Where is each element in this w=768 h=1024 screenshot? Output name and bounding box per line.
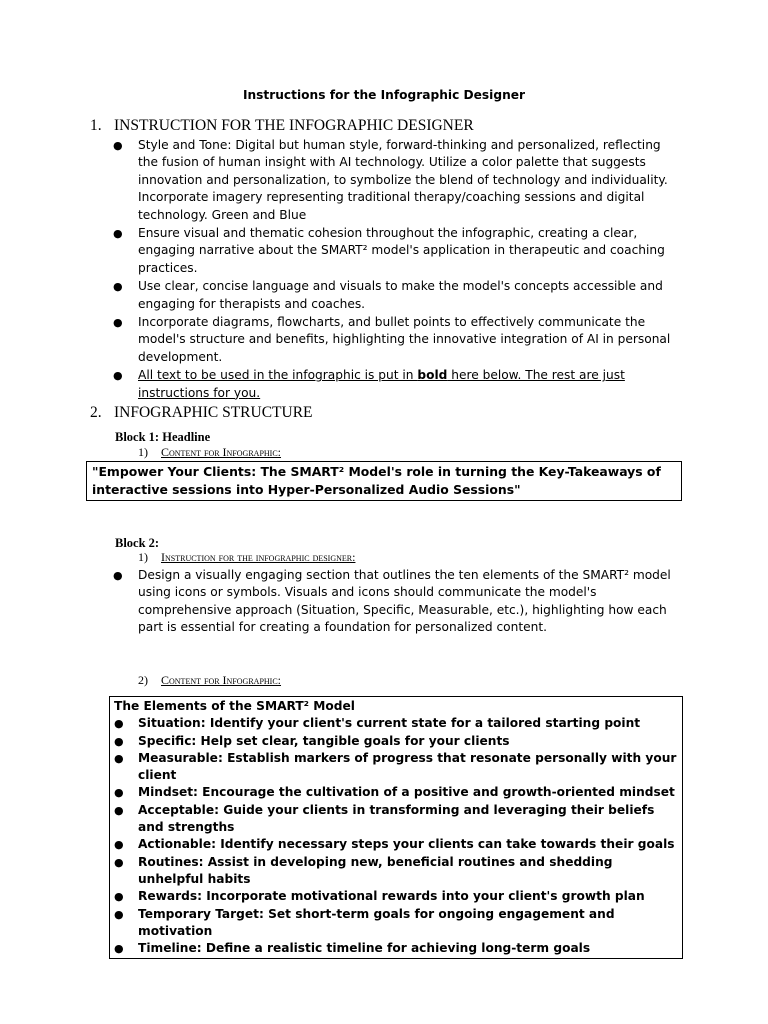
bullet-icon: ● — [114, 734, 124, 748]
element-text: Specific: Help set clear, tangible goals for your clients — [138, 733, 510, 748]
smart-elements-list — [114, 715, 678, 957]
list-item — [113, 314, 683, 366]
list-item — [113, 567, 683, 637]
section-2-heading-text: INFOGRAPHIC STRUCTURE — [114, 404, 313, 421]
list-item-text: Ensure visual and thematic cohesion throughout the infographic, creating a clear, engaging narrative about the SMART² model's application in therapeutic and coaching practices. — [138, 226, 665, 275]
list-item — [114, 906, 678, 941]
list-item — [114, 733, 678, 750]
block-1-sublabel-text: Content for Infographic: — [161, 445, 282, 459]
section-1-heading — [90, 117, 474, 135]
block-2-instruction-sublabel — [138, 550, 355, 565]
element-text: Acceptable: Guide your clients in transforming and leveraging their beliefs and strengths — [138, 802, 655, 835]
section-2-heading — [90, 404, 313, 422]
list-item — [114, 784, 678, 801]
bullet-icon: ● — [114, 942, 124, 956]
list-item — [114, 836, 678, 853]
list-item — [114, 802, 678, 837]
element-text: Routines: Assist in developing new, beneficial routines and shedding unhelpful habits — [138, 854, 613, 886]
section-1-bullet-list — [113, 137, 683, 403]
bullet-icon: ● — [113, 369, 123, 383]
element-text: Timeline: Define a realistic timeline for achieving long-term goals — [138, 941, 591, 956]
list-item — [113, 278, 683, 313]
bullet-icon: ● — [114, 838, 124, 852]
bullet-icon: ● — [114, 717, 124, 731]
bullet-icon: ● — [114, 855, 124, 869]
element-text: Measurable: Establish markers of progress that resonate personally with your client — [138, 750, 677, 783]
list-item — [114, 715, 678, 732]
block-2-content-text: Content for Infographic: — [161, 673, 282, 687]
bullet-icon: ● — [114, 803, 124, 817]
section-1-number: 1. — [90, 117, 102, 134]
block-2-instruction-list — [113, 567, 683, 638]
block-2-content-sublabel — [138, 673, 281, 688]
element-text: Actionable: Identify necessary steps your clients can take towards their goals — [138, 837, 675, 852]
element-text: Temporary Target: Set short-term goals for ongoing engagement and motivation — [138, 906, 615, 938]
list-item — [114, 854, 678, 889]
block-2-content-number: 2) — [138, 673, 148, 687]
document-title: Instructions for the Infographic Designer — [242, 88, 526, 102]
smart-elements-box — [109, 696, 683, 959]
bullet-icon: ● — [114, 907, 124, 921]
element-text: Rewards: Incorporate motivational rewards into your client's growth plan — [138, 889, 645, 904]
note-text-before: All text to be used in the infographic is put in — [138, 368, 418, 383]
bullet-icon: ● — [113, 316, 123, 330]
block-2-label: Block 2: — [115, 536, 160, 550]
bold-text-note — [138, 368, 625, 399]
block-2-sublabel-text: Instruction for the infographic designer: — [161, 550, 356, 564]
bullet-icon: ● — [114, 751, 124, 765]
list-item-text: Incorporate diagrams, flowcharts, and bullet points to effectively communicate the model's structure and benefits, highlighting the innovative integration of AI in personal development. — [138, 315, 671, 364]
bullet-icon: ● — [114, 890, 124, 904]
list-item-text: Use clear, concise language and visuals to make the model's concepts accessible and engaging for therapists and coaches. — [138, 279, 663, 311]
note-text-after: here below. The rest are just instructions for you. — [138, 368, 625, 400]
bullet-icon: ● — [113, 280, 123, 294]
block-1-sublabel-number: 1) — [138, 445, 148, 459]
list-item — [114, 750, 678, 785]
list-item — [113, 225, 683, 277]
note-bold-word: bold — [417, 368, 448, 383]
list-item-text: Design a visually engaging section that outlines the ten elements of the SMART² model using icons or symbols. Visuals and icons should communicate the model's comprehensive approach (Situation, Specific, Measurable, etc.), highlighting how each part is essential for creating a foundation for personalized content. — [138, 568, 671, 635]
bullet-icon: ● — [113, 227, 123, 241]
list-item — [113, 367, 683, 402]
headline-box: "Empower Your Clients: The SMART² Model's role in turning the Key-Takeaways of interactive sessions into Hyper-Personalized Audio Sessions" — [86, 461, 682, 501]
list-item-text: Style and Tone: Digital but human style, forward-thinking and personalized, reflecting the fusion of human insight with AI technology. Utilize a color palette that suggests innovation and personalization, to symbolize the blend of technology and individuality. Incorporate imagery representing traditional therapy/coaching sessions and digital technology. Green and Blue — [138, 138, 668, 222]
block-1-sublabel — [138, 445, 281, 460]
list-item — [113, 137, 683, 224]
element-text: Situation: Identify your client's current state for a tailored starting point — [138, 716, 641, 731]
block-1-label: Block 1: Headline — [115, 430, 211, 444]
bullet-icon: ● — [114, 786, 124, 800]
element-text: Mindset: Encourage the cultivation of a positive and growth-oriented mindset — [138, 785, 675, 800]
bullet-icon: ● — [113, 569, 123, 582]
list-item — [114, 888, 678, 905]
bullet-icon: ● — [113, 139, 123, 152]
list-item — [114, 940, 678, 957]
smart-elements-title: The Elements of the SMART² Model — [114, 699, 355, 713]
section-2-number: 2. — [90, 404, 102, 421]
section-1-heading-text: INSTRUCTION FOR THE INFOGRAPHIC DESIGNER — [114, 117, 474, 134]
block-2-sublabel-number: 1) — [138, 550, 148, 564]
